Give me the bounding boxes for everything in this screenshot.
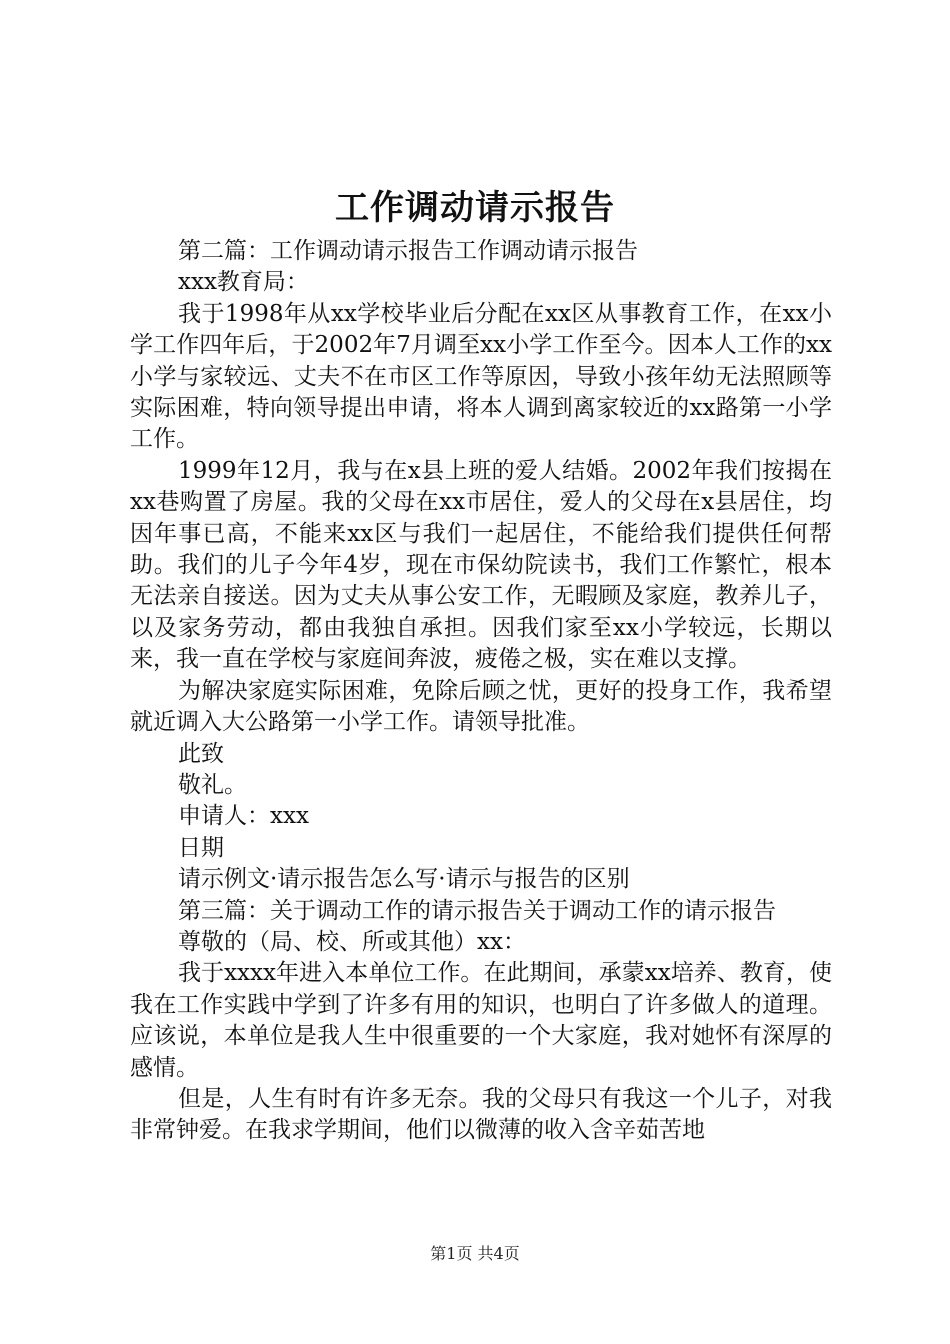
date-line: 日期 bbox=[178, 834, 224, 861]
body-paragraph: 但是，人生有时有许多无奈。我的父母只有我这一个儿子，对我非常钟爱。在我求学期间，他们以微薄的收入含辛茹苦地 bbox=[130, 1085, 832, 1144]
document-title: 工作调动请示报告 bbox=[335, 188, 615, 228]
salutation: xxx教育局： bbox=[178, 269, 309, 296]
document-body bbox=[130, 236, 832, 1147]
body-paragraph: 我于1998年从xx学校毕业后分配在xx区从事教育工作，在xx小学工作四年后，于2002年7月调至xx小学工作至今。因本人工作的xx小学与家较远、丈夫不在市区工作等原因，导致小孩年幼无法照顾等实际困难，特向领导提出申请，将本人调到离家较近的xx路第一小学工作。 bbox=[130, 300, 832, 453]
section-heading: 第三篇：关于调动工作的请示报告关于调动工作的请示报告 bbox=[178, 897, 776, 924]
page-footer: 第1页 共4页 bbox=[430, 1244, 520, 1263]
closing-line: 此致 bbox=[178, 740, 224, 767]
salutation: 尊敬的（局、校、所或其他）xx： bbox=[178, 928, 526, 955]
body-paragraph: 1999年12月，我与在x县上班的爱人结婚。2002年我们按揭在xx巷购置了房屋。我的父母在xx市居住，爱人的父母在x县居住，均因年事已高，不能来xx区与我们一起居住，不能给我们提供任何帮助。我们的儿子今年4岁，现在市保幼院读书，我们工作繁忙，根本无法亲自接送。因为丈夫从事公安工作，无暇顾及家庭，教养儿子，以及家务劳动，都由我独自承担。因我们家至xx小学较远，长期以来，我一直在学校与家庭间奔波，疲倦之极，实在难以支撑。 bbox=[130, 457, 832, 673]
body-paragraph: 我于xxxx年进入本单位工作。在此期间，承蒙xx培养、教育，使我在工作实践中学到了许多有用的知识，也明白了许多做人的道理。应该说，本单位是我人生中很重要的一个大家庭，我对她怀有深厚的感情。 bbox=[130, 960, 832, 1081]
section-heading: 第二篇：工作调动请示报告工作调动请示报告 bbox=[178, 238, 638, 264]
body-paragraph: 为解决家庭实际困难，免除后顾之忧，更好的投身工作，我希望就近调入大公路第一小学工作。请领导批准。 bbox=[130, 677, 832, 736]
closing-line: 敬礼。 bbox=[178, 771, 247, 798]
related-links-line: 请示例文·请示报告怎么写·请示与报告的区别 bbox=[178, 866, 630, 893]
signature-line: 申请人：xxx bbox=[178, 803, 309, 830]
